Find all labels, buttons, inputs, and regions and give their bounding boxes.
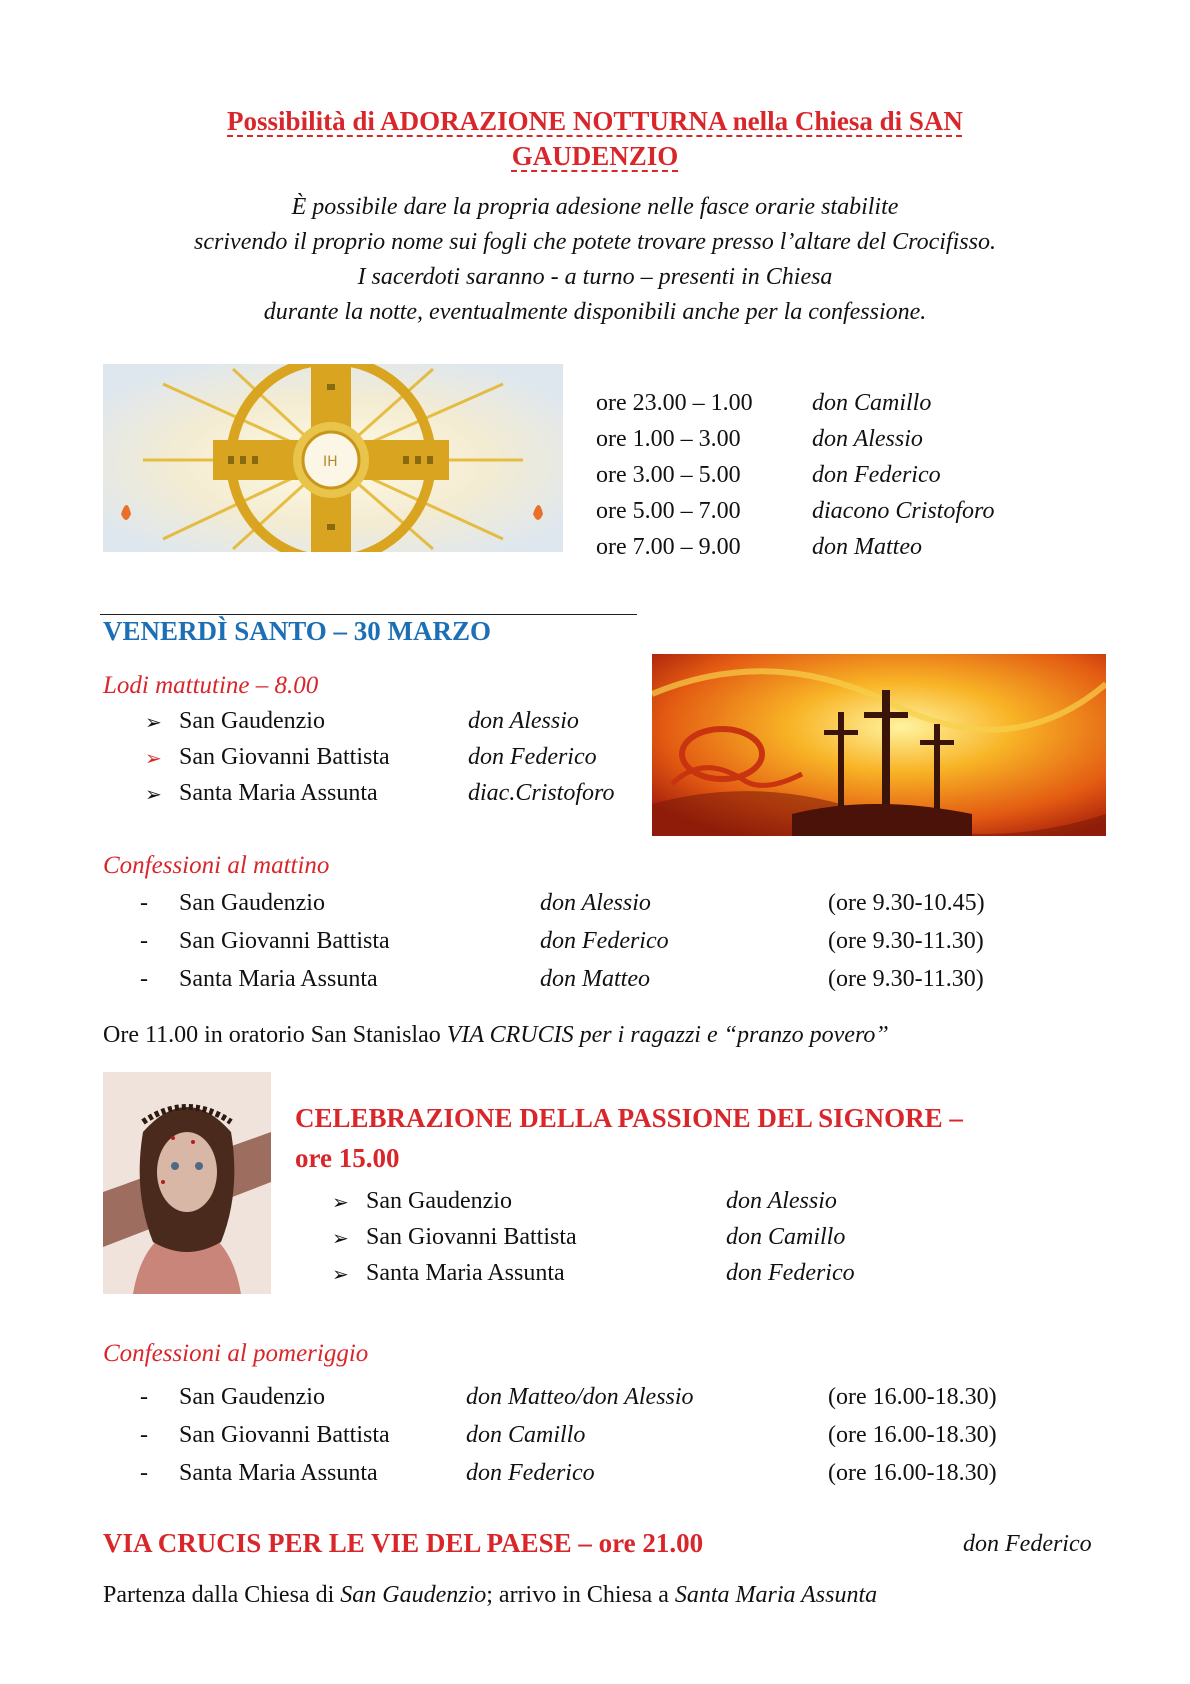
priest-name: don Federico (468, 744, 597, 770)
priest-name: don Federico (540, 928, 669, 954)
passion-item (332, 1260, 855, 1296)
confession-item (140, 890, 985, 928)
priest-name: don Federico (812, 462, 941, 488)
svg-text:IH: IH (323, 454, 338, 470)
arrow-bullet-icon: ➢ (145, 712, 162, 734)
time-slot: ore 23.00 – 1.00 (596, 390, 753, 416)
arrow-bullet-icon: ➢ (332, 1192, 349, 1214)
confession-item (140, 928, 984, 966)
good-friday-title: VENERDÌ SANTO – 30 MARZO (103, 616, 492, 646)
via-crucis-town-priest: don Federico (963, 1531, 1092, 1557)
church-name: Santa Maria Assunta (179, 1460, 378, 1486)
church-name: San Giovanni Battista (179, 744, 390, 770)
priest-name: don Alessio (726, 1188, 837, 1214)
church-name: Santa Maria Assunta (179, 966, 378, 992)
schedule-row (596, 498, 995, 534)
priest-name: diacono Cristoforo (812, 498, 995, 524)
section-divider (100, 614, 637, 615)
priest-name: don Camillo (466, 1422, 586, 1448)
priest-name: don Federico (466, 1460, 595, 1486)
confession-hours: (ore 9.30-10.45) (828, 890, 985, 916)
church-name: San Giovanni Battista (366, 1224, 577, 1250)
time-slot: ore 5.00 – 7.00 (596, 498, 741, 524)
dash-bullet-icon: - (140, 1460, 148, 1486)
confessions-morning-heading: Confessioni al mattino (103, 852, 330, 879)
lodi-item (145, 744, 597, 780)
church-name: San Giovanni Battista (179, 928, 390, 954)
lodi-item (145, 708, 579, 744)
page-title: Possibilità di ADORAZIONE NOTTURNA nella Chiesa di SAN GAUDENZIO (227, 106, 963, 171)
priest-name: don Federico (726, 1260, 855, 1286)
priest-name: don Alessio (468, 708, 579, 734)
lodi-heading: Lodi mattutine – 8.00 (103, 672, 319, 699)
church-name: San Gaudenzio (366, 1188, 512, 1214)
church-name: San Gaudenzio (179, 708, 325, 734)
time-slot: ore 1.00 – 3.00 (596, 426, 741, 452)
confession-item (140, 1422, 997, 1460)
time-slot: ore 7.00 – 9.00 (596, 534, 741, 560)
church-name: San Giovanni Battista (179, 1422, 390, 1448)
schedule-row (596, 426, 923, 462)
dash-bullet-icon: - (140, 1384, 148, 1410)
priest-name: don Matteo (812, 534, 922, 560)
lodi-item (145, 780, 615, 816)
arrow-bullet-icon: ➢ (145, 784, 162, 806)
confession-hours: (ore 9.30-11.30) (828, 928, 984, 954)
confession-hours: (ore 16.00-18.30) (828, 1460, 997, 1486)
schedule-row (596, 462, 941, 498)
confession-item (140, 1384, 997, 1422)
crosses-image (652, 654, 1106, 836)
priest-name: don Alessio (812, 426, 923, 452)
confession-hours: (ore 9.30-11.30) (828, 966, 984, 992)
monstrance-image (103, 364, 563, 552)
priest-name: don Matteo/don Alessio (466, 1384, 694, 1410)
via-crucis-kids: Ore 11.00 in oratorio San Stanislao VIA CRUCIS per i ragazzi e “pranzo povero” (103, 1022, 889, 1048)
christ-portrait-image (103, 1072, 271, 1294)
passion-item (332, 1224, 846, 1260)
church-name: San Gaudenzio (179, 890, 325, 916)
dash-bullet-icon: - (140, 890, 148, 916)
priest-name: don Alessio (540, 890, 651, 916)
confession-hours: (ore 16.00-18.30) (828, 1422, 997, 1448)
dash-bullet-icon: - (140, 966, 148, 992)
church-name: Santa Maria Assunta (366, 1260, 565, 1286)
dash-bullet-icon: - (140, 928, 148, 954)
schedule-row (596, 534, 922, 570)
passion-item (332, 1188, 837, 1224)
priest-name: don Camillo (812, 390, 932, 416)
via-crucis-town-title: VIA CRUCIS PER LE VIE DEL PAESE – ore 21.00 (103, 1528, 704, 1558)
arrow-bullet-icon: ➢ (332, 1264, 349, 1286)
church-name: San Gaudenzio (179, 1384, 325, 1410)
via-crucis-route: Partenza dalla Chiesa di San Gaudenzio; arrivo in Chiesa a Santa Maria Assunta (103, 1582, 878, 1608)
time-slot: ore 3.00 – 5.00 (596, 462, 741, 488)
confession-hours: (ore 16.00-18.30) (828, 1384, 997, 1410)
passion-title: CELEBRAZIONE DELLA PASSIONE DEL SIGNORE – ore 15.00 (295, 1103, 963, 1173)
priest-name: don Camillo (726, 1224, 846, 1250)
schedule-row (596, 390, 932, 426)
confessions-afternoon-heading: Confessioni al pomeriggio (103, 1340, 369, 1367)
dash-bullet-icon: - (140, 1422, 148, 1448)
confession-item (140, 1460, 997, 1498)
arrow-bullet-icon: ➢ (145, 748, 162, 770)
confession-item (140, 966, 984, 1004)
priest-name: don Matteo (540, 966, 650, 992)
church-name: Santa Maria Assunta (179, 780, 378, 806)
priest-name: diac.Cristoforo (468, 780, 615, 806)
arrow-bullet-icon: ➢ (332, 1228, 349, 1250)
intro-text: È possibile dare la propria adesione nelle fasce orarie stabilite scrivendo il proprio nome sui fogli che potete trovare presso l’altare del Crocifisso. I sacerdoti saranno - a turno – presenti in Chiesa durante la notte, eventualmente disponibili anche per la confessione. (194, 194, 996, 325)
